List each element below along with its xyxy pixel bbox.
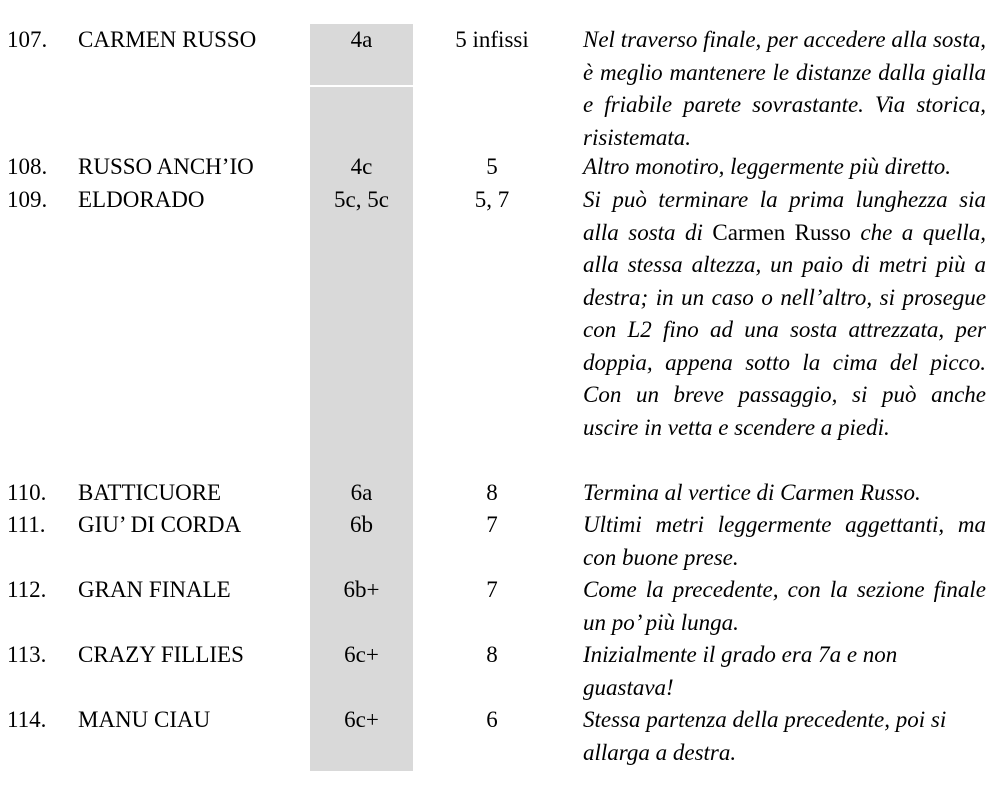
route-bolts: 6: [486, 707, 498, 732]
route-grade: 5c, 5c: [334, 187, 389, 212]
route-bolts: 7: [486, 512, 498, 537]
route-grade: 6b: [350, 512, 373, 537]
route-bolts: 8: [486, 480, 498, 505]
grade-column-divider: [310, 85, 413, 87]
route-number: 113.: [7, 642, 47, 667]
route-grade: 6c+: [344, 707, 379, 732]
route-name: RUSSO ANCH’IO: [78, 154, 254, 179]
route-name: BATTICUORE: [78, 480, 222, 505]
route-bolts: 5 infissi: [455, 27, 529, 52]
route-number: 114.: [7, 707, 47, 732]
route-description: Nel traverso finale, per accedere alla sosta, è meglio mantenere le distanze dalla gialla e friabile parete sovrastante. Via storica, risistemata.: [583, 27, 986, 150]
route-bolts: 8: [486, 642, 498, 667]
route-grade: 6b+: [343, 577, 380, 602]
route-description: [583, 184, 986, 444]
route-description-start: Si può terminare la prima lunghezza sia alla sosta di: [583, 187, 986, 245]
route-description: Come la precedente, con la sezione finale un po’ più lunga.: [583, 577, 986, 635]
route-number: 107.: [7, 27, 48, 52]
route-number: 110.: [7, 480, 47, 505]
route-number: 112.: [7, 577, 47, 602]
route-bolts: 5, 7: [474, 187, 510, 212]
route-bolts: 7: [486, 577, 498, 602]
route-description: Stessa partenza della precedente, poi si allarga a destra.: [583, 707, 947, 765]
route-number: 109.: [7, 187, 48, 212]
route-grade: 6a: [350, 480, 373, 505]
route-bolts: 5: [486, 154, 498, 179]
route-description: Inizialmente il grado era 7a e non guastava!: [583, 642, 898, 700]
route-description: Termina al vertice di Carmen Russo.: [583, 480, 921, 505]
route-name: GRAN FINALE: [78, 577, 231, 602]
route-description: Altro monotiro, leggermente più diretto.: [583, 154, 951, 179]
route-grade: 4a: [350, 27, 373, 52]
route-name: MANU CIAU: [78, 707, 211, 732]
route-name: GIU’ DI CORDA: [78, 512, 242, 537]
route-name: CRAZY FILLIES: [78, 642, 244, 667]
route-name: CARMEN RUSSO: [78, 27, 257, 52]
route-grade: 6c+: [344, 642, 379, 667]
route-number: 111.: [7, 512, 46, 537]
route-name: ELDORADO: [78, 187, 205, 212]
route-grade: 4c: [350, 154, 373, 179]
route-number: 108.: [7, 154, 48, 179]
route-reference: Carmen Russo: [712, 219, 851, 245]
route-description: Ultimi metri leggermente aggettanti, ma con buone prese.: [583, 512, 986, 570]
route-description-end: che a quella, alla stessa altezza, un paio di metri più a destra; in un caso o nell’altro, si prosegue con L2 fino ad una sosta attrezzata, per doppia, appena sotto la cima del picco. Con un breve passaggio, si può anche uscire in vetta e scendere a piedi.: [583, 219, 986, 440]
